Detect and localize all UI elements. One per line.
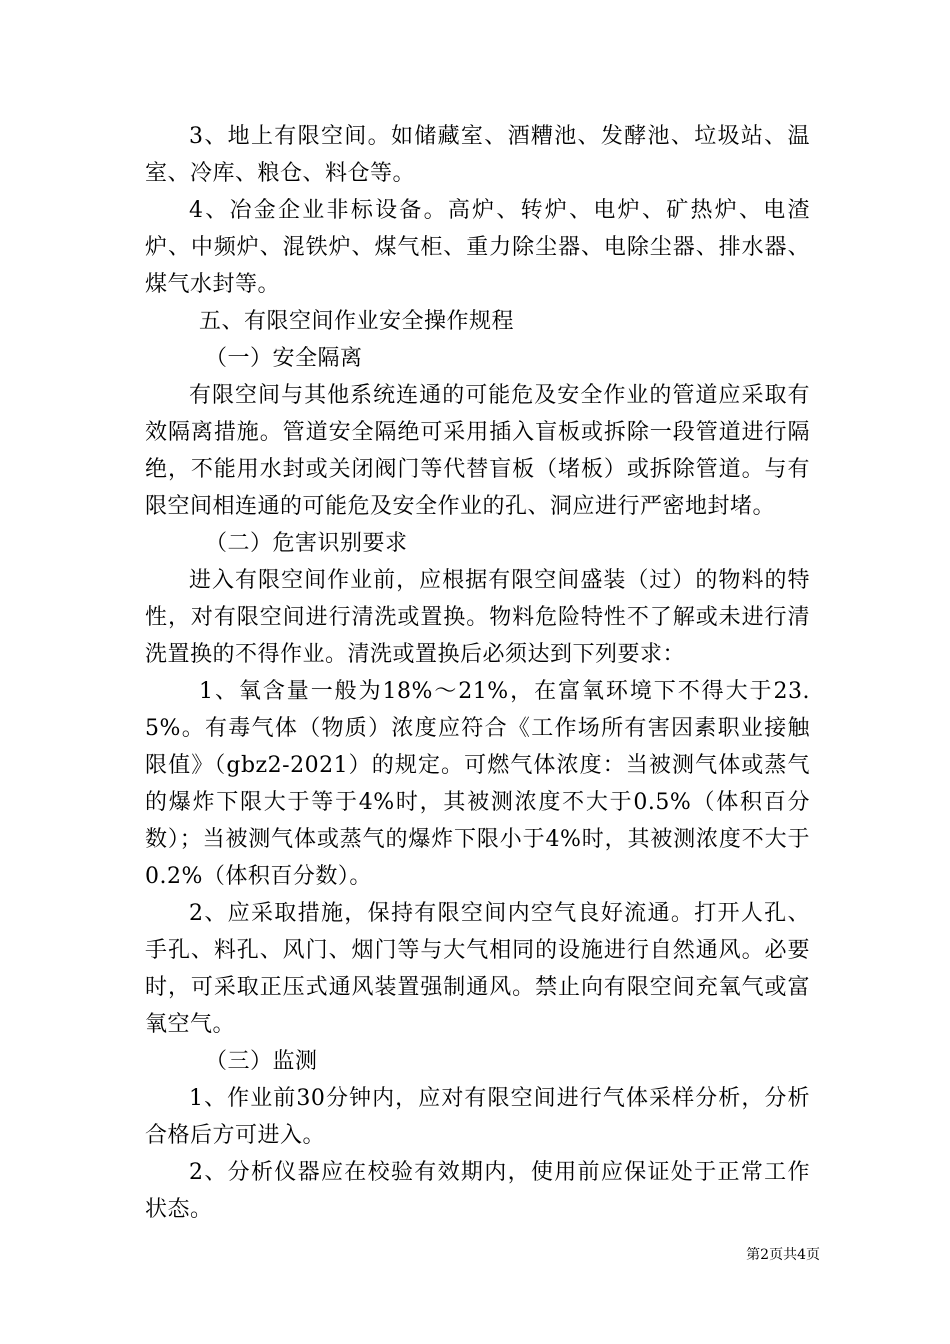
paragraph-sampling: 1、作业前30分钟内，应对有限空间进行气体采样分析，分析合格后方可进入。 bbox=[145, 1086, 810, 1148]
section-heading-5: 五、有限空间作业安全操作规程 bbox=[199, 309, 515, 334]
paragraph-ventilation: 2、应采取措施，保持有限空间内空气良好流通。打开人孔、手孔、料孔、风门、烟门等与大气相同的设施进行自然通风。必要时，可采取正压式通风装置强制通风。禁止向有限空间充氧气或富氧空气。 bbox=[145, 901, 810, 1037]
page-number-footer: 第2页共4页 bbox=[746, 1247, 820, 1263]
paragraph-aboveground-spaces: 3、地上有限空间。如储藏室、酒糟池、发酵池、垃圾站、温室、冷库、粮仓、料仓等。 bbox=[145, 124, 810, 186]
subsection-heading-monitoring: （三）监测 bbox=[205, 1049, 318, 1074]
paragraph-instruments: 2、分析仪器应在校验有效期内，使用前应保证处于正常工作状态。 bbox=[145, 1160, 810, 1222]
paragraph-hazard-intro: 进入有限空间作业前，应根据有限空间盛装（过）的物料的特性，对有限空间进行清洗或置换。物料危险特性不了解或未进行清洗置换的不得作业。清洗或置换后必须达到下列要求： bbox=[145, 568, 810, 667]
document-body bbox=[145, 118, 810, 1228]
subsection-heading-isolation: （一）安全隔离 bbox=[205, 346, 363, 371]
paragraph-gas-requirements: 1、氧含量一般为18%～21%，在富氧环境下不得大于23.5%。有毒气体（物质）浓度应符合《工作场所有害因素职业接触限值》（gbz2-2021）的规定。可燃气体浓度：当被测气体或蒸气的爆炸下限大于等于4%时，其被测浓度不大于0.5%（体积百分数）；当被测气体或蒸气的爆炸下限小于4%时，其被测浓度不大于0.2%（体积百分数）。 bbox=[145, 679, 810, 889]
subsection-heading-hazard: （二）危害识别要求 bbox=[205, 531, 408, 556]
paragraph-isolation: 有限空间与其他系统连通的可能危及安全作业的管道应采取有效隔离措施。管道安全隔绝可采用插入盲板或拆除一段管道进行隔绝，不能用水封或关闭阀门等代替盲板（堵板）或拆除管道。与有限空间相连通的可能危及安全作业的孔、洞应进行严密地封堵。 bbox=[145, 383, 810, 519]
paragraph-metallurgy-equipment: 4、冶金企业非标设备。高炉、转炉、电炉、矿热炉、电渣炉、中频炉、混铁炉、煤气柜、重力除尘器、电除尘器、排水器、煤气水封等。 bbox=[145, 198, 810, 297]
